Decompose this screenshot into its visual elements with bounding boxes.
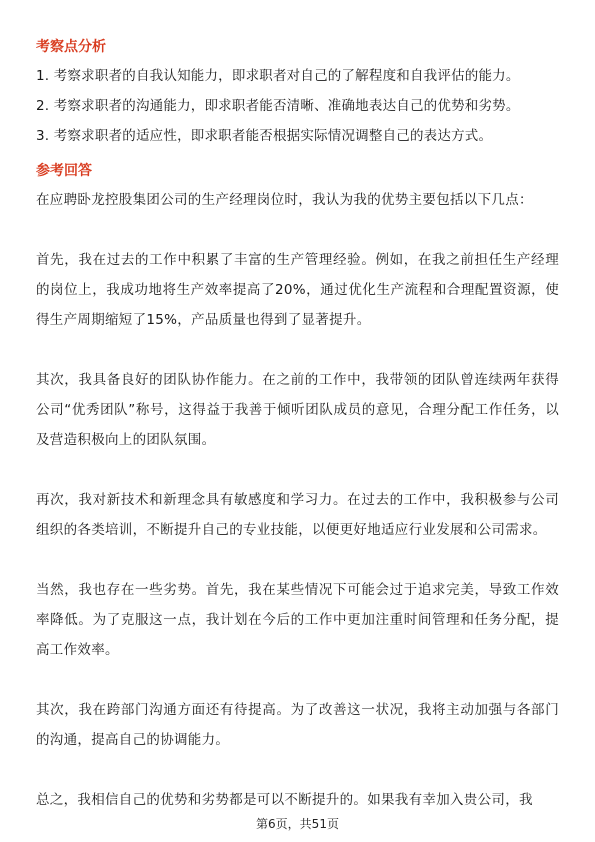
answer-paragraph-conclusion: 总之，我相信自己的优势和劣势都是可以不断提升的。如果我有幸加入贵公司，我 [36, 792, 533, 808]
analysis-item-2: 2. 考察求职者的沟通能力，即求职者能否清晰、准确地表达自己的优势和劣势。 [36, 98, 520, 114]
answer-paragraph-intro: 在应聘卧龙控股集团公司的生产经理岗位时，我认为我的优势主要包括以下几点： [36, 192, 533, 208]
answer-paragraph-weakness-2: 其次，我在跨部门沟通方面还有待提高。为了改善这一状况，我将主动加强与各部门的沟通，提高自己的协调能力。 [36, 702, 559, 748]
answer-paragraph-second: 其次，我具备良好的团队协作能力。在之前的工作中，我带领的团队曾连续两年获得公司“优秀团队”称号，这得益于我善于倾听团队成员的意见，合理分配工作任务，以及营造积极向上的团队氛围。 [36, 372, 559, 448]
answer-paragraph-first: 首先，我在过去的工作中积累了丰富的生产管理经验。例如，在我之前担任生产经理的岗位上，我成功地将生产效率提高了20%，通过优化生产流程和合理配置资源，使得生产周期缩短了15%，产品质量也得到了显著提升。 [36, 252, 559, 328]
answer-heading: 参考回答 [36, 163, 92, 179]
page-number: 第6页，共51页 [256, 817, 339, 831]
analysis-heading: 考察点分析 [36, 39, 106, 55]
answer-paragraph-third: 再次，我对新技术和新理念具有敏感度和学习力。在过去的工作中，我积极参与公司组织的各类培训，不断提升自己的专业技能，以便更好地适应行业发展和公司需求。 [36, 492, 559, 538]
analysis-item-1: 1. 考察求职者的自我认知能力，即求职者对自己的了解程度和自我评估的能力。 [36, 68, 520, 84]
answer-body [36, 185, 559, 815]
analysis-item-3: 3. 考察求职者的适应性，即求职者能否根据实际情况调整自己的表达方式。 [36, 128, 493, 144]
answer-paragraph-weakness-1: 当然，我也存在一些劣势。首先，我在某些情况下可能会过于追求完美，导致工作效率降低。为了克服这一点，我计划在今后的工作中更加注重时间管理和任务分配，提高工作效率。 [36, 582, 559, 658]
analysis-list [36, 61, 559, 151]
